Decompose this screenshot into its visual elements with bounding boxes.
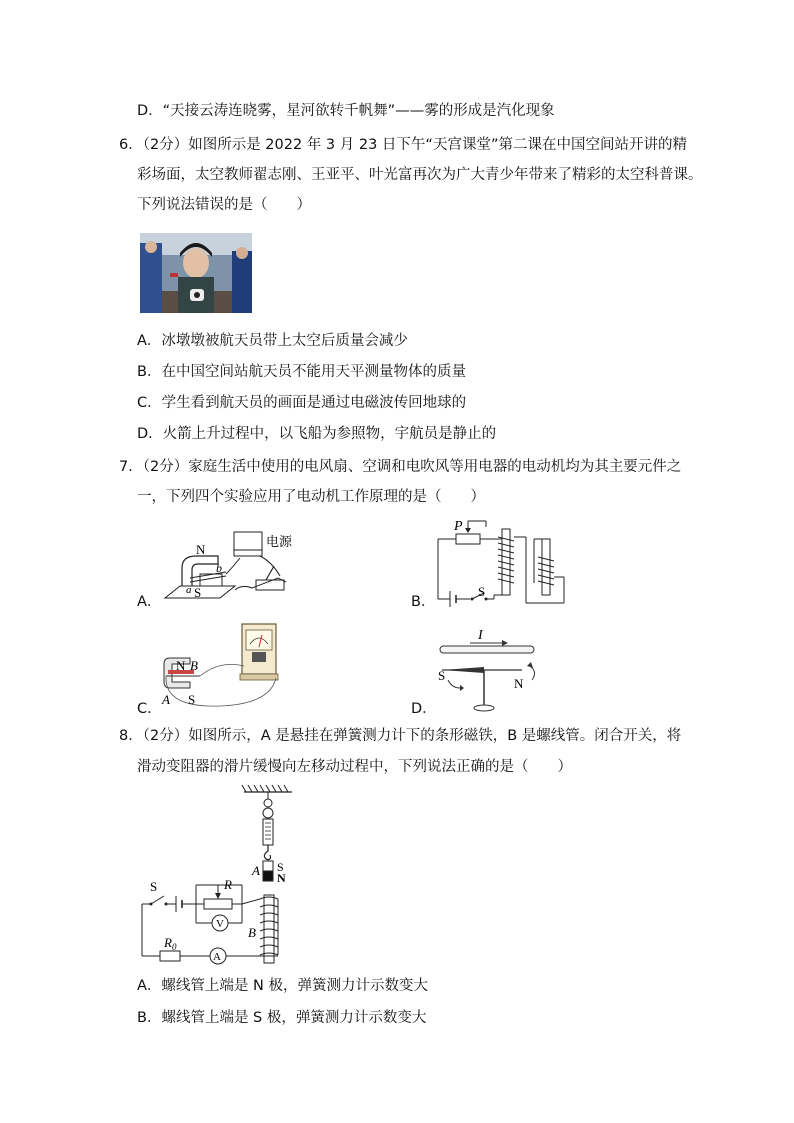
q7-option-a-label: A． [137, 594, 162, 610]
fig-d-n-label: N [514, 676, 524, 691]
q7-figure-c-generator-experiment [160, 620, 285, 710]
fig-c-a-label: A [162, 692, 170, 707]
q7-figure-d-oersted-experiment [434, 624, 544, 719]
fig-c-s-label: S [188, 692, 196, 707]
q5-option-d: D．“天接云涛连晓雾，星河欲转千帆舞”——雾的形成是汽化现象 [137, 103, 555, 119]
magnet-n-label: N [277, 871, 286, 885]
fig-d-current-label: I [478, 628, 483, 643]
q8-figure-solenoid-circuit [138, 783, 308, 966]
resistor-r0-label: $R_0$ [164, 935, 177, 952]
q7-option-d-label: D． [411, 701, 437, 717]
switch-s-label: S [150, 879, 158, 894]
fig-a-n-label: N [196, 542, 206, 557]
fig-c-n-label: N [176, 658, 186, 673]
q7-stem-line1: 7．（2分）家庭生活中使用的电风扇、空调和电吹风等用电器的电动机均为其主要元件之 [119, 459, 682, 475]
q6-option-a: A．冰墩墩被航天员带上太空后质量会减少 [137, 333, 408, 349]
q7-stem-line2: 一，下列四个实验应用了电动机工作原理的是（ ） [137, 489, 485, 505]
fig-c-b-label: B [190, 658, 198, 673]
magnet-a-label: A [252, 863, 260, 878]
fig-a-s-label: S [194, 585, 202, 600]
q7-figure-b-electromagnet-experiment [430, 517, 570, 607]
space-station-photo [140, 233, 252, 313]
fig-a-power-label: 电源 [266, 534, 293, 549]
q6-option-b: B．在中国空间站航天员不能用天平测量物体的质量 [137, 364, 466, 380]
fig-a-b-label: b [216, 561, 222, 575]
q8-stem-line2: 滑动变阻器的滑片缓慢向左移动过程中，下列说法正确的是（ ） [137, 759, 572, 775]
q6-option-d: D．火箭上升过程中，以飞船为参照物，宇航员是静止的 [137, 426, 497, 442]
q6-stem-line3: 下列说法错误的是（ ） [137, 197, 311, 213]
fig-d-s-label: S [438, 668, 446, 683]
astronaut-photo-illustration [140, 233, 252, 313]
solenoid-b-label: B [248, 925, 256, 940]
rheostat-r-label: R [224, 877, 232, 892]
q8-stem-line1: 8．（2分）如图所示，A 是悬挂在弹簧测力计下的条形磁铁，B 是螺线管。闭合开关，将 [119, 728, 682, 744]
q6-option-c: C．学生看到航天员的画面是通过电磁波传回地球的 [137, 395, 467, 411]
fig-a-a-label: a [186, 584, 192, 596]
q6-stem-line2: 彩场面，太空教师翟志刚、王亚平、叶光富再次为广大青少年带来了精彩的太空科普课。 [137, 167, 703, 183]
fig-b-p-label: P [454, 519, 463, 534]
q8-option-a: A．螺线管上端是 N 极，弹簧测力计示数变大 [137, 978, 428, 994]
q6-stem-line1: 6．（2分）如图所示是 2022 年 3 月 23 日下午“天宫课堂”第二课在中国空间站开讲的精 [119, 137, 687, 153]
q7-option-c-label: C． [137, 701, 162, 717]
q7-option-b-label: B． [411, 594, 436, 610]
fig-b-s-label: S [478, 584, 486, 599]
q8-option-b: B．螺线管上端是 S 极，弹簧测力计示数变大 [137, 1010, 427, 1026]
voltmeter-v-label: V [216, 918, 224, 930]
q7-figure-a-motor-experiment [160, 528, 300, 608]
ammeter-a-label: A [213, 951, 221, 963]
magnet-s-label: S [277, 860, 284, 874]
